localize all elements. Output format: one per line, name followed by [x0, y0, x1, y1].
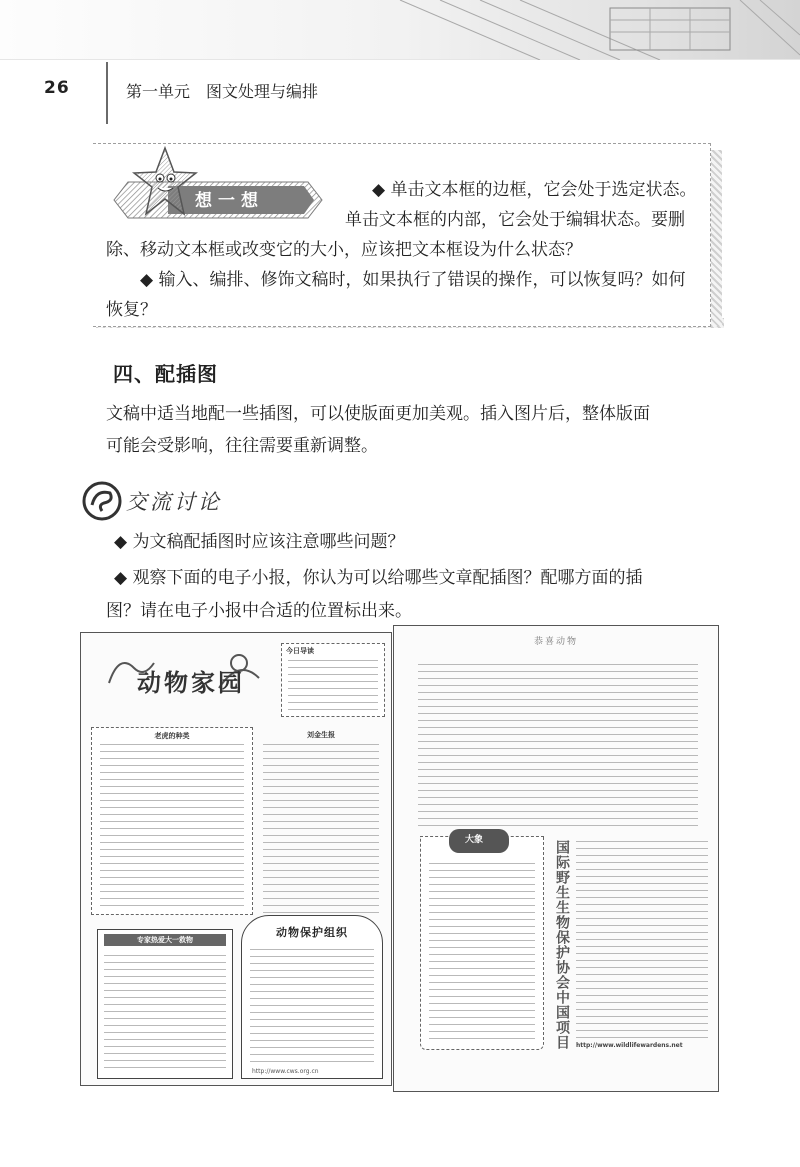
- article-expert-title: 专家热爱大一救物: [104, 934, 226, 946]
- newspaper-left-page: [80, 632, 392, 1086]
- corner-heading: 今日导读: [286, 647, 314, 655]
- article-organizations-url: http://www.cws.org.cn: [252, 1068, 319, 1075]
- think-q1-line2: 单击文本框的内部，它会处于编辑状态。要删: [345, 210, 685, 230]
- discussion-q2-line1: ◆ 观察下面的电子小报，你认为可以给哪些文章配插图？配哪方面的插: [114, 568, 643, 588]
- article-tiger-title: 老虎的种类: [154, 732, 190, 740]
- discussion-icon: [80, 479, 124, 523]
- unit-title: 第一单元 图文处理与编排: [126, 82, 319, 101]
- page-number: 26: [44, 78, 70, 98]
- right-intro-text: [418, 658, 698, 826]
- header-decoration: [360, 0, 800, 60]
- wildlife-article-url: http://www.wildlifewardens.net: [576, 1042, 683, 1049]
- vertical-title: 国际野生生物保护协会中国项目: [554, 840, 570, 1050]
- section-paragraph-line2: 可能会受影响，往往需要重新调整。: [106, 436, 378, 456]
- article-expert-text: [104, 950, 226, 1068]
- article-news-box: [259, 727, 383, 917]
- think-q1-line3: 除、移动文本框或改变它的大小，应该把文本框设为什么状态？: [106, 240, 582, 260]
- discussion-title: 交流讨论: [126, 490, 222, 514]
- masthead: [99, 643, 269, 703]
- wildlife-article-box: [576, 838, 708, 1052]
- think-q2-line2: 恢复？: [106, 300, 157, 320]
- newspaper-right-page: [393, 625, 719, 1092]
- article-news-title: 刘金生报: [307, 731, 335, 739]
- discussion-q1: ◆ 为文稿配插图时应该注意哪些问题？: [114, 532, 405, 552]
- elephant-stamp-label: 大象: [465, 835, 484, 845]
- corner-text: [288, 658, 378, 710]
- section-title: 四、配插图: [113, 362, 218, 386]
- think-q2-line1: ◆ 输入、编排、修饰文稿时，如果执行了错误的操作，可以恢复吗？如何: [140, 270, 686, 290]
- corner-box: [281, 643, 385, 717]
- article-organizations-box: [241, 915, 383, 1079]
- elephant-article-text: [429, 863, 535, 1039]
- discussion-q2-line2: 图？请在电子小报中合适的位置标出来。: [106, 601, 412, 621]
- header-divider: [106, 62, 108, 124]
- think-banner-label: 想一想: [195, 191, 264, 211]
- article-expert-box: [97, 929, 233, 1079]
- think-box-shadow-side: [710, 150, 722, 326]
- elephant-article-box: [420, 836, 544, 1050]
- star-mascot-icon: [132, 146, 198, 218]
- masthead-title: 动物家园: [137, 668, 245, 697]
- right-header: 恭喜动物: [534, 637, 579, 647]
- article-organizations-text: [250, 944, 374, 1062]
- article-tiger-box: [91, 727, 253, 915]
- article-organizations-title: 动物保护组织: [276, 926, 348, 939]
- wildlife-article-text: [576, 838, 708, 1038]
- article-tiger-text: [100, 744, 244, 906]
- think-q1-line1: ◆ 单击文本框的边框，它会处于选定状态。: [372, 180, 697, 200]
- article-news-text: [263, 743, 379, 913]
- section-paragraph-line1: 文稿中适当地配一些插图，可以使版面更加美观。插入图片后，整体版面: [106, 404, 650, 424]
